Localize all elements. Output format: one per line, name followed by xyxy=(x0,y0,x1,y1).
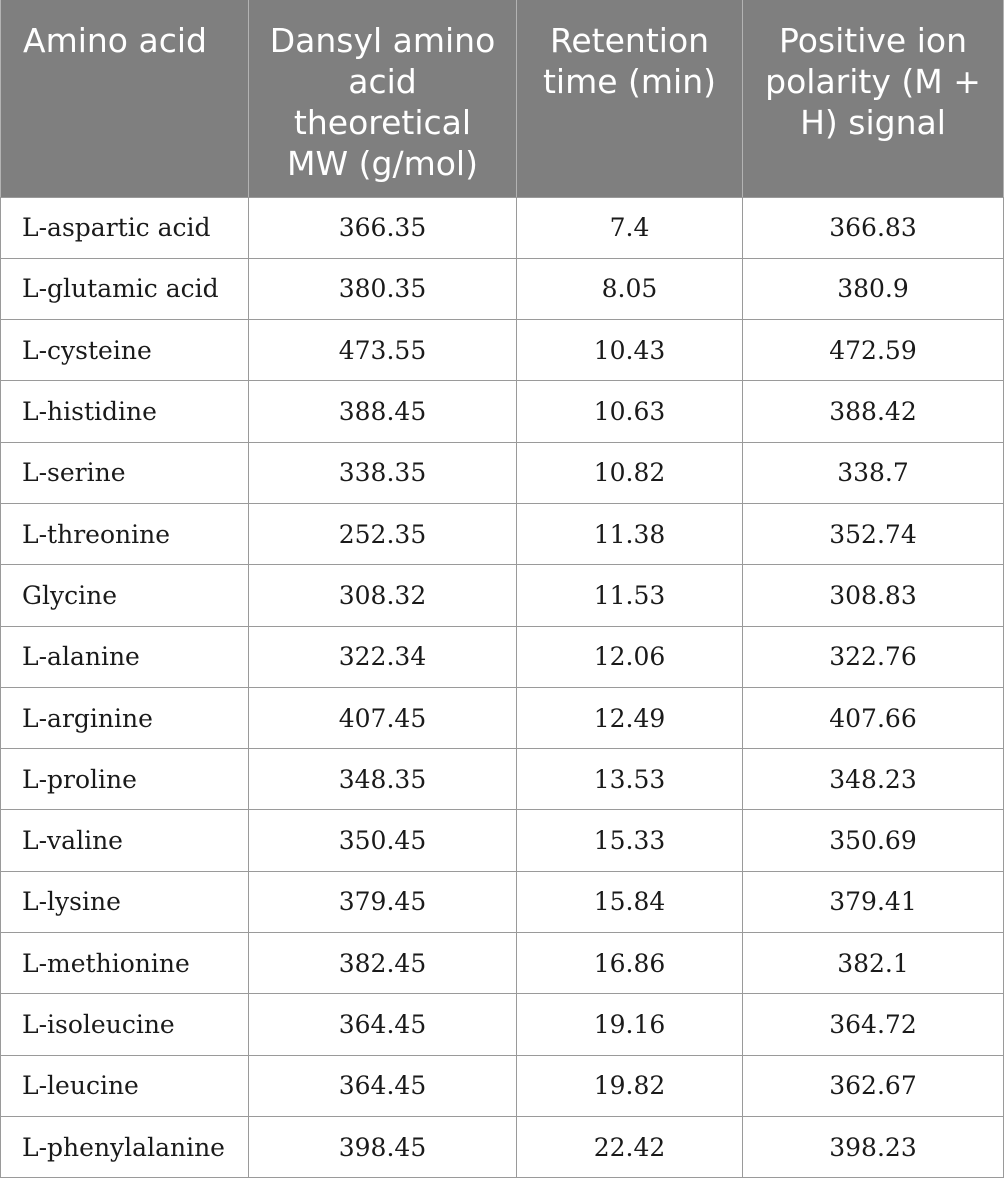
cell-theoretical-mw: 364.45 xyxy=(249,994,517,1055)
cell-theoretical-mw: 350.45 xyxy=(249,810,517,871)
cell-amino-acid: L-phenylalanine xyxy=(1,1116,249,1177)
table-row xyxy=(1,933,1004,994)
cell-positive-ion-signal: 366.83 xyxy=(743,197,1004,258)
table-row xyxy=(1,1055,1004,1116)
cell-positive-ion-signal: 338.7 xyxy=(743,442,1004,503)
table-row xyxy=(1,503,1004,564)
cell-positive-ion-signal: 350.69 xyxy=(743,810,1004,871)
cell-theoretical-mw: 407.45 xyxy=(249,687,517,748)
cell-amino-acid: L-lysine xyxy=(1,871,249,932)
cell-retention-time: 11.53 xyxy=(517,565,743,626)
cell-positive-ion-signal: 362.67 xyxy=(743,1055,1004,1116)
cell-positive-ion-signal: 407.66 xyxy=(743,687,1004,748)
header-row xyxy=(1,0,1004,197)
cell-amino-acid: L-cysteine xyxy=(1,320,249,381)
cell-positive-ion-signal: 348.23 xyxy=(743,749,1004,810)
cell-theoretical-mw: 364.45 xyxy=(249,1055,517,1116)
cell-amino-acid: L-valine xyxy=(1,810,249,871)
table-row xyxy=(1,197,1004,258)
cell-amino-acid: Glycine xyxy=(1,565,249,626)
table-header xyxy=(1,0,1004,197)
cell-theoretical-mw: 388.45 xyxy=(249,381,517,442)
header-positive-ion-signal: Positive ion polarity (M + H) signal xyxy=(743,0,1004,197)
table-row xyxy=(1,258,1004,319)
cell-positive-ion-signal: 472.59 xyxy=(743,320,1004,381)
cell-amino-acid: L-aspartic acid xyxy=(1,197,249,258)
cell-retention-time: 11.38 xyxy=(517,503,743,564)
table-row xyxy=(1,626,1004,687)
header-retention-time: Retention time (min) xyxy=(517,0,743,197)
cell-amino-acid: L-threonine xyxy=(1,503,249,564)
cell-theoretical-mw: 348.35 xyxy=(249,749,517,810)
cell-retention-time: 10.43 xyxy=(517,320,743,381)
cell-theoretical-mw: 308.32 xyxy=(249,565,517,626)
table-row xyxy=(1,687,1004,748)
header-theoretical-mw: Dansyl amino acid theoretical MW (g/mol) xyxy=(249,0,517,197)
cell-theoretical-mw: 382.45 xyxy=(249,933,517,994)
cell-retention-time: 12.06 xyxy=(517,626,743,687)
table-row xyxy=(1,810,1004,871)
table-row xyxy=(1,749,1004,810)
cell-retention-time: 10.63 xyxy=(517,381,743,442)
cell-retention-time: 15.33 xyxy=(517,810,743,871)
cell-amino-acid: L-methionine xyxy=(1,933,249,994)
table-row xyxy=(1,871,1004,932)
cell-theoretical-mw: 379.45 xyxy=(249,871,517,932)
cell-positive-ion-signal: 364.72 xyxy=(743,994,1004,1055)
cell-retention-time: 12.49 xyxy=(517,687,743,748)
cell-positive-ion-signal: 322.76 xyxy=(743,626,1004,687)
cell-positive-ion-signal: 380.9 xyxy=(743,258,1004,319)
cell-retention-time: 22.42 xyxy=(517,1116,743,1177)
cell-positive-ion-signal: 308.83 xyxy=(743,565,1004,626)
cell-retention-time: 19.82 xyxy=(517,1055,743,1116)
table-row xyxy=(1,565,1004,626)
cell-retention-time: 15.84 xyxy=(517,871,743,932)
cell-theoretical-mw: 473.55 xyxy=(249,320,517,381)
cell-retention-time: 19.16 xyxy=(517,994,743,1055)
cell-positive-ion-signal: 379.41 xyxy=(743,871,1004,932)
cell-retention-time: 16.86 xyxy=(517,933,743,994)
cell-retention-time: 10.82 xyxy=(517,442,743,503)
cell-theoretical-mw: 338.35 xyxy=(249,442,517,503)
cell-retention-time: 8.05 xyxy=(517,258,743,319)
cell-retention-time: 13.53 xyxy=(517,749,743,810)
cell-positive-ion-signal: 388.42 xyxy=(743,381,1004,442)
table-body xyxy=(1,197,1004,1178)
cell-theoretical-mw: 366.35 xyxy=(249,197,517,258)
cell-theoretical-mw: 252.35 xyxy=(249,503,517,564)
table-row xyxy=(1,381,1004,442)
cell-retention-time: 7.4 xyxy=(517,197,743,258)
table-row xyxy=(1,442,1004,503)
cell-amino-acid: L-proline xyxy=(1,749,249,810)
cell-amino-acid: L-alanine xyxy=(1,626,249,687)
cell-amino-acid: L-isoleucine xyxy=(1,994,249,1055)
cell-positive-ion-signal: 382.1 xyxy=(743,933,1004,994)
cell-theoretical-mw: 398.45 xyxy=(249,1116,517,1177)
table-row xyxy=(1,994,1004,1055)
table-row xyxy=(1,320,1004,381)
table-row xyxy=(1,1116,1004,1177)
cell-theoretical-mw: 322.34 xyxy=(249,626,517,687)
cell-amino-acid: L-histidine xyxy=(1,381,249,442)
cell-positive-ion-signal: 398.23 xyxy=(743,1116,1004,1177)
cell-amino-acid: L-arginine xyxy=(1,687,249,748)
cell-amino-acid: L-serine xyxy=(1,442,249,503)
cell-positive-ion-signal: 352.74 xyxy=(743,503,1004,564)
cell-amino-acid: L-leucine xyxy=(1,1055,249,1116)
cell-amino-acid: L-glutamic acid xyxy=(1,258,249,319)
header-amino-acid: Amino acid xyxy=(1,0,249,197)
cell-theoretical-mw: 380.35 xyxy=(249,258,517,319)
